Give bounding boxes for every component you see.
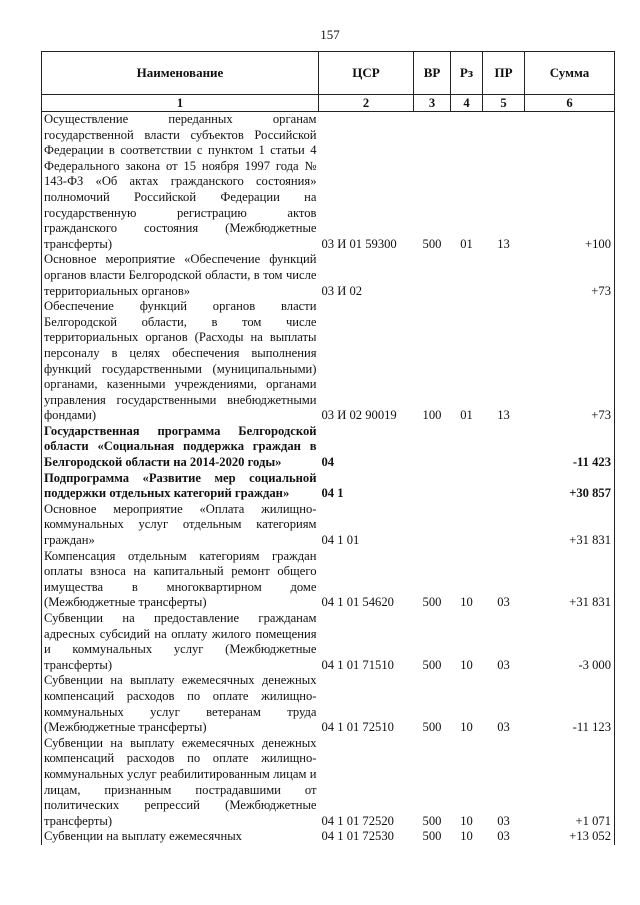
row-csr: 04 1 01: [321, 533, 360, 548]
row-rz: 10: [460, 720, 473, 735]
row-csr: 04 1 01 72510: [321, 720, 394, 735]
row-vr: [414, 424, 451, 471]
row-rz: 01: [460, 408, 473, 423]
row-pr: 13: [497, 408, 510, 423]
row-rz: [451, 471, 483, 502]
row-pr: 03: [497, 720, 510, 735]
table-row: [42, 611, 615, 673]
table-row: [42, 471, 615, 502]
column-number: 6: [525, 95, 615, 112]
row-rz: 10: [460, 595, 473, 610]
header-row: [42, 52, 615, 95]
row-sum: +73: [525, 252, 615, 299]
row-sum: -3 000: [525, 611, 615, 673]
row-name: Государственная программа Белгородской области «Социальная поддержка граждан в Белгородской области на 2014-2020 годы»: [42, 424, 319, 471]
row-vr: [414, 252, 451, 299]
row-csr: 04 1 01 72530: [321, 829, 394, 844]
row-vr: 500: [422, 813, 442, 828]
row-sum: -11 123: [525, 673, 615, 735]
table-row: [42, 112, 615, 253]
row-pr: 03: [497, 813, 510, 828]
row-sum: +73: [525, 299, 615, 424]
row-sum: +30 857: [525, 471, 615, 502]
table-row: [42, 829, 615, 845]
column-number: 2: [319, 95, 414, 112]
column-number: 1: [42, 95, 319, 112]
row-pr: [483, 471, 525, 502]
row-vr: [414, 502, 451, 549]
row-rz: [451, 252, 483, 299]
column-number: 5: [483, 95, 525, 112]
row-rz: 01: [460, 236, 473, 251]
row-rz: 10: [460, 657, 473, 672]
row-rz: 10: [460, 829, 473, 844]
page-number: 157: [320, 27, 340, 42]
row-vr: 100: [422, 408, 442, 423]
row-vr: 500: [422, 236, 442, 251]
table-row: [42, 252, 615, 299]
header-sum: Сумма: [525, 52, 615, 95]
table-row: [42, 299, 615, 424]
row-pr: [483, 252, 525, 299]
row-csr: 04 1: [321, 486, 344, 501]
header-rz: Рз: [451, 52, 483, 95]
row-name: Основное мероприятие «Оплата жилищно-коммунальных услуг отдельным категориям граждан»: [42, 502, 319, 549]
row-name: Субвенции на предоставление гражданам адресных субсидий на оплату жилого помещения и коммунальных услуг (Межбюджетные трансферты): [42, 611, 319, 673]
row-vr: [414, 471, 451, 502]
table-row: [42, 673, 615, 735]
column-number-row: [42, 95, 615, 112]
row-sum: +13 052: [525, 829, 615, 845]
row-name: Обеспечение функций органов власти Белгородской области, в том числе территориальных органов (Расходы на выплаты персоналу в целях обеспечения выполнения функций государственными (муниципальными) органами, казенными учреждениями, органами управления государственными внебюджетными фондами): [42, 299, 319, 424]
header-pr: ПР: [483, 52, 525, 95]
row-csr: 04: [321, 455, 335, 470]
row-name: Основное мероприятие «Обеспечение функций органов власти Белгородской области, в том числе территориальных органов»: [42, 252, 319, 299]
header-name: Наименование: [42, 52, 319, 95]
row-name: Подпрограмма «Развитие мер социальной поддержки отдельных категорий граждан»: [42, 471, 319, 502]
row-vr: 500: [422, 720, 442, 735]
table-row: [42, 736, 615, 830]
row-rz: [451, 424, 483, 471]
row-pr: [483, 502, 525, 549]
column-number: 4: [451, 95, 483, 112]
row-pr: 03: [497, 595, 510, 610]
row-name: Субвенции на выплату ежемесячных денежных компенсаций расходов по оплате жилищно-коммунальных услуг ветеранам труда (Межбюджетные трансферты): [42, 673, 319, 735]
row-name: Субвенции на выплату ежемесячных денежных компенсаций расходов по оплате жилищно-коммунальных услуг реабилитированным лицам и лицам, признанным пострадавшими от политических репрессий (Межбюджетные трансферты): [42, 736, 319, 830]
row-vr: 500: [422, 829, 442, 844]
row-csr: 04 1 01 54620: [321, 595, 394, 610]
row-sum: +1 071: [525, 736, 615, 830]
row-name: Субвенции на выплату ежемесячных: [42, 829, 319, 845]
row-csr: 04 1 01 71510: [321, 657, 394, 672]
header-vr: ВР: [414, 52, 451, 95]
row-sum: -11 423: [525, 424, 615, 471]
row-csr: 03 И 02: [321, 283, 363, 298]
row-pr: [483, 424, 525, 471]
row-csr: 04 1 01 72520: [321, 813, 394, 828]
row-csr: 03 И 02 90019: [321, 408, 397, 423]
row-csr: 03 И 01 59300: [321, 236, 397, 251]
column-number: 3: [414, 95, 451, 112]
table-row: [42, 549, 615, 611]
table-body: [42, 112, 615, 845]
row-sum: +100: [525, 112, 615, 253]
row-sum: +31 831: [525, 502, 615, 549]
row-vr: 500: [422, 657, 442, 672]
row-pr: 13: [497, 236, 510, 251]
row-name: Компенсация отдельным категориям граждан оплаты взноса на капитальный ремонт общего имущества в многоквартирном доме (Межбюджетные трансферты): [42, 549, 319, 611]
row-pr: 03: [497, 829, 510, 844]
row-pr: 03: [497, 657, 510, 672]
table-row: [42, 502, 615, 549]
row-rz: [451, 502, 483, 549]
row-sum: +31 831: [525, 549, 615, 611]
row-name: Осуществление переданных органам государственной власти субъектов Российской Федерации в соответствии с пунктом 1 статьи 4 Федерального закона от 15 ноября 1997 года № 143-ФЗ «Об актах гражданского состояния» полномочий Российской Федерации на государственную регистрацию актов гражданского состояния (Межбюджетные трансферты): [42, 112, 319, 253]
table-row: [42, 424, 615, 471]
row-rz: 10: [460, 813, 473, 828]
budget-table: [41, 51, 615, 845]
row-vr: 500: [422, 595, 442, 610]
header-csr: ЦСР: [319, 52, 414, 95]
